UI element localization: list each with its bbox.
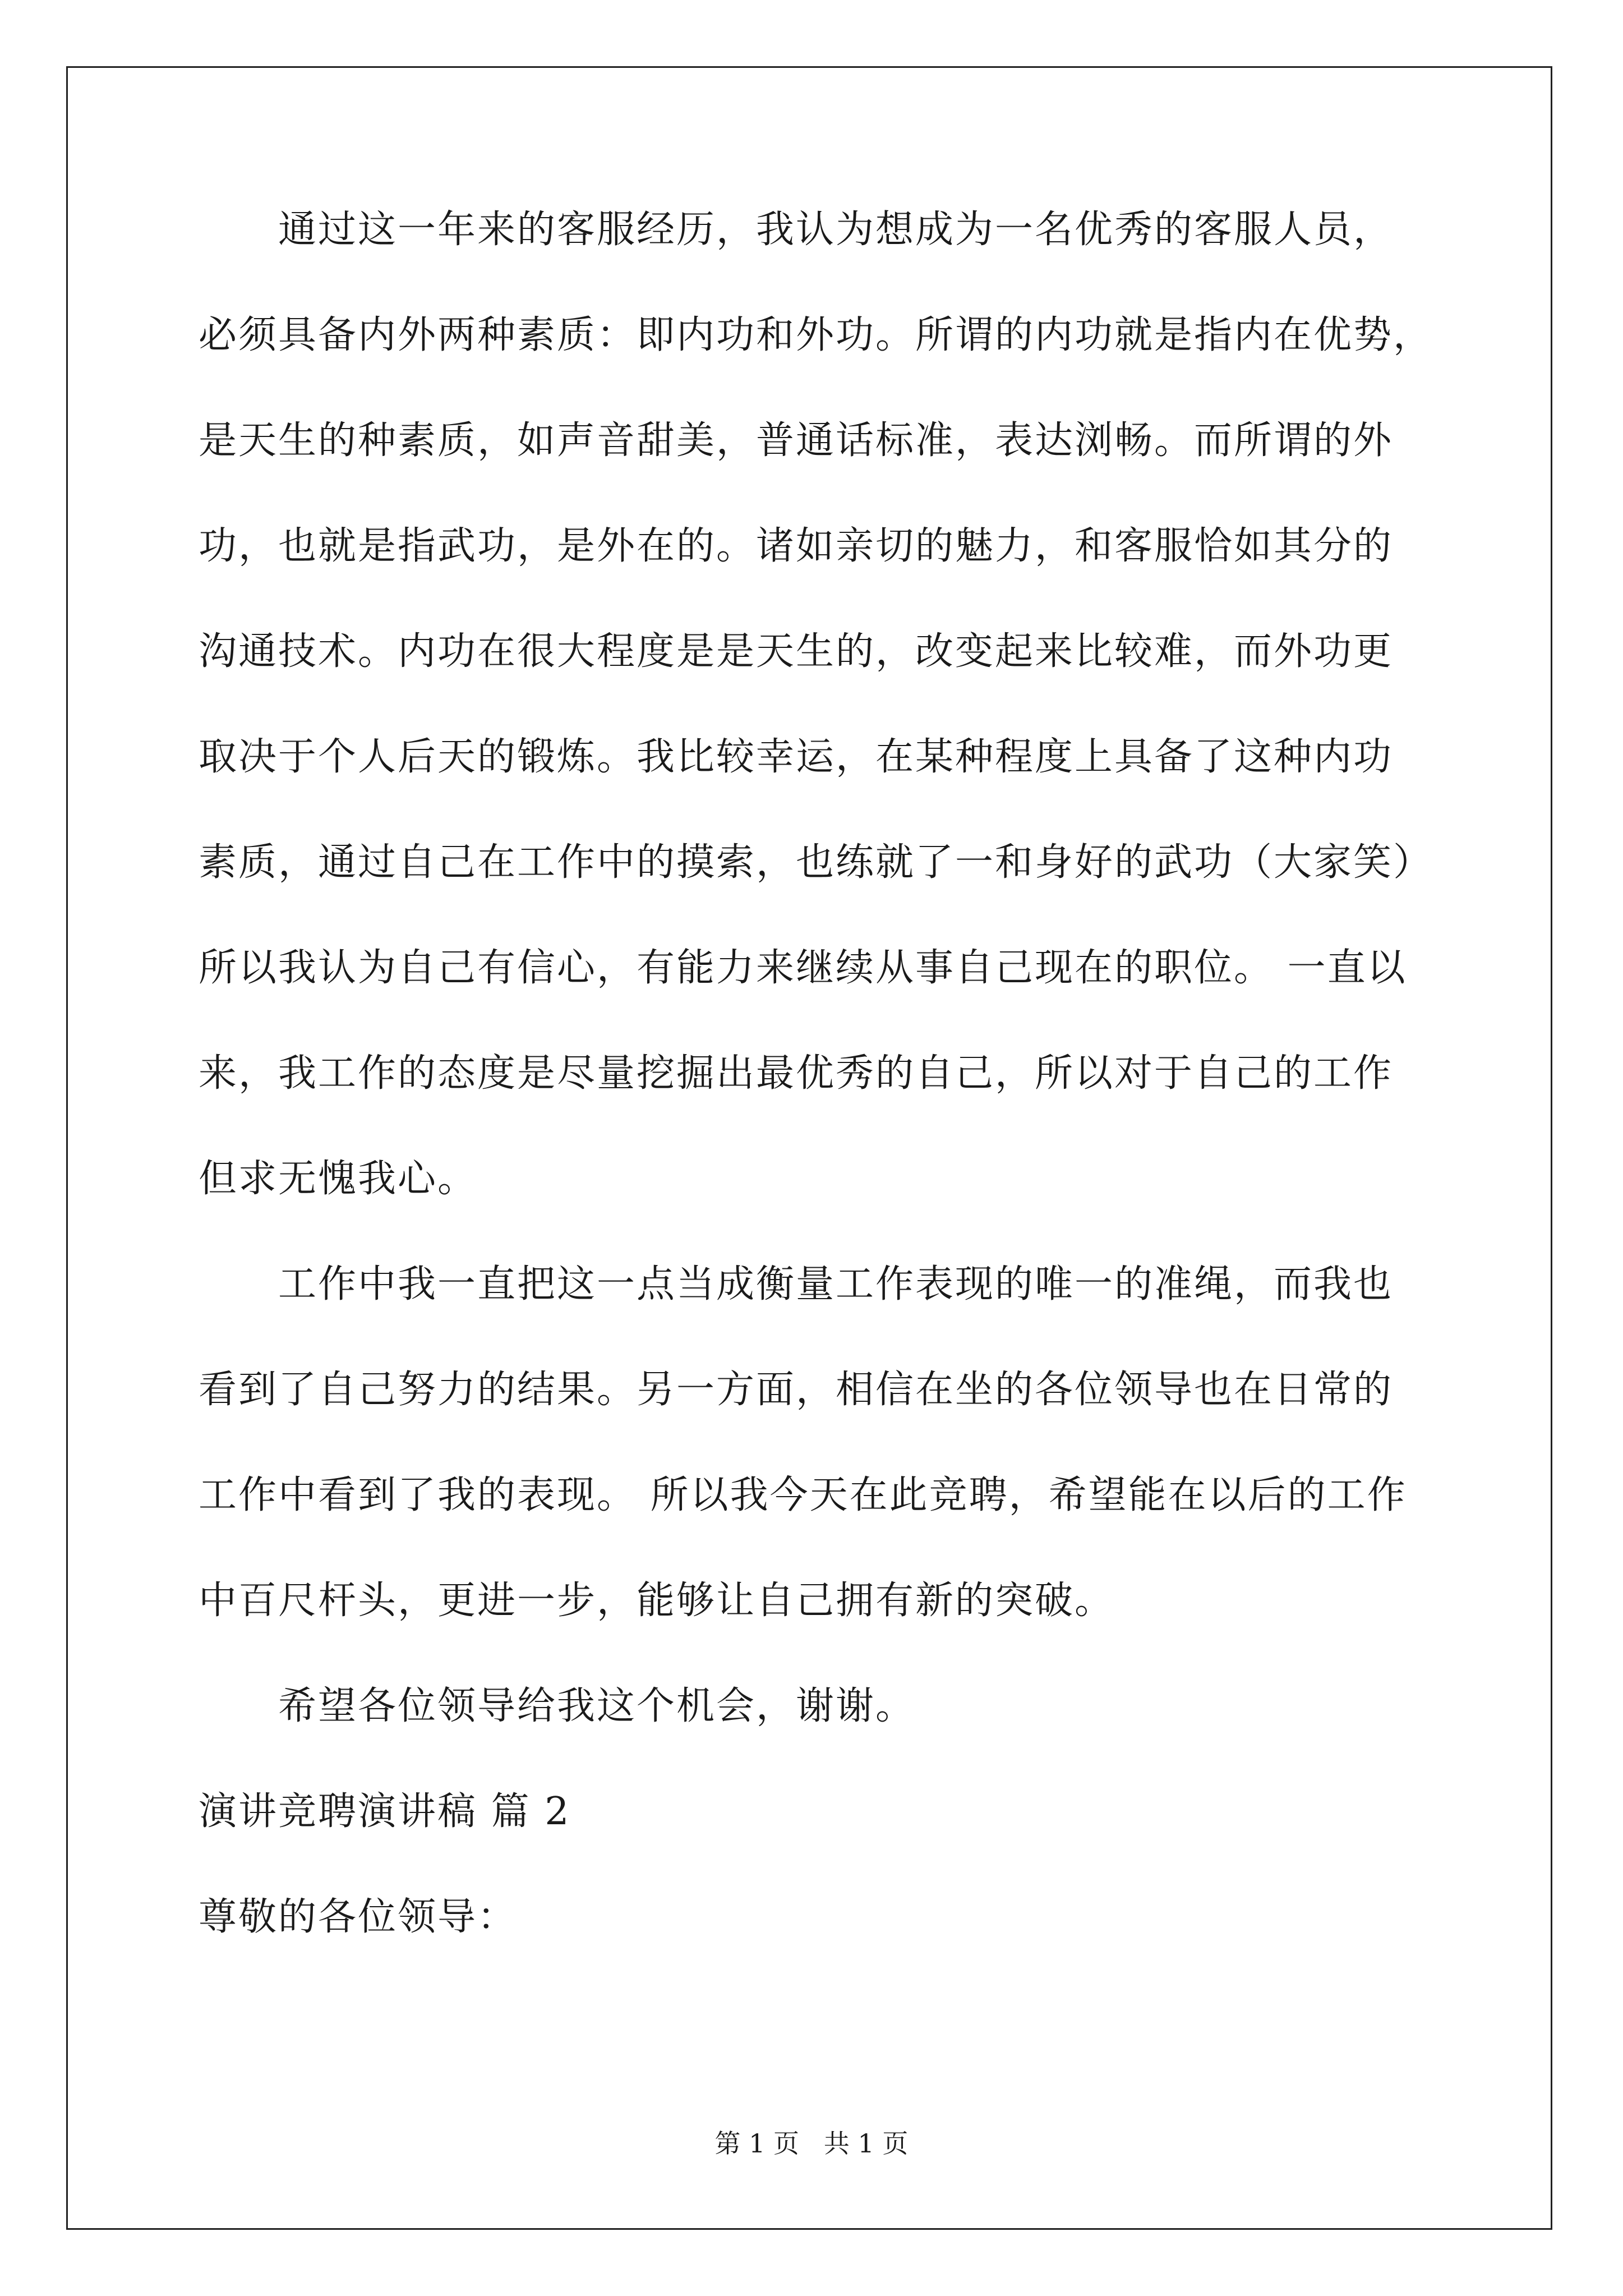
text-line: 功，也就是指武功，是外在的。诸如亲切的魅力，和客服恰如其分的	[199, 524, 1394, 568]
text-line: 但求无愧我心。	[199, 1157, 478, 1201]
section-heading: 演讲竞聘演讲稿 篇 2	[199, 1789, 571, 1834]
salutation: 尊敬的各位领导：	[199, 1895, 518, 1939]
text-line: 希望各位领导给我这个机会，谢谢。	[199, 1684, 916, 1728]
page-number-footer: 第 1 页 共 1 页	[714, 2128, 909, 2159]
text-line: 工作中我一直把这一点当成衡量工作表现的唯一的准绳，而我也	[199, 1262, 1394, 1306]
text-line: 必须具备内外两种素质：即内功和外功。所谓的内功就是指内在优势，	[199, 313, 1433, 357]
text-line: 是天生的种素质，如声音甜美，普通话标准，表达浏畅。而所谓的外	[199, 418, 1394, 463]
text-line: 中百尺杆头，更进一步，能够让自己拥有新的突破。	[199, 1579, 1115, 1623]
text-line: 看到了自己努力的结果。另一方面，相信在坐的各位领导也在日常的	[199, 1368, 1394, 1412]
text-line: 工作中看到了我的表现。 所以我今天在此竞聘，希望能在以后的工作	[199, 1473, 1407, 1517]
text-line: 来，我工作的态度是尽量挖掘出最优秀的自己，所以对于自己的工作	[199, 1051, 1394, 1096]
text-line: 取决于个人后天的锻炼。我比较幸运，在某种程度上具备了这种内功	[199, 735, 1394, 779]
text-line: 通过这一年来的客服经历，我认为想成为一名优秀的客服人员，	[199, 208, 1394, 252]
text-line: 素质，通过自己在工作中的摸索，也练就了一和身好的武功（大家笑）	[199, 840, 1433, 885]
text-line: 沟通技术。内功在很大程度是是天生的，改变起来比较难，而外功更	[199, 629, 1394, 674]
text-line: 所以我认为自己有信心，有能力来继续从事自己现在的职位。 一直以	[199, 946, 1407, 990]
